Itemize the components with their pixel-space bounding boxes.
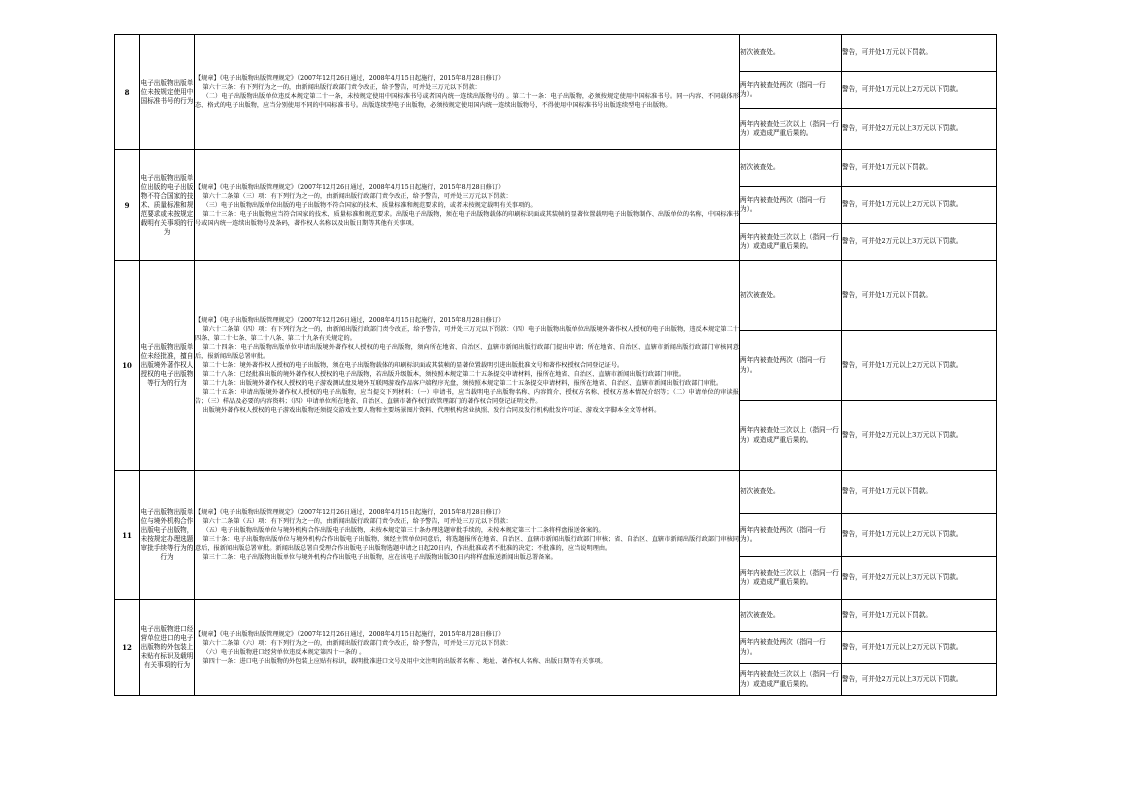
penalty-standard-table	[114, 34, 997, 696]
basis-paragraph: 出版境外著作权人授权的电子游戏出版物还须提交游戏主要人物和主要场景图片资料、代理机构营业执照、发行合同及发行机构批发许可证、游戏文字脚本全文等材料。	[202, 407, 661, 414]
basis-paragraph: 第二十四条：电子出版物出版单位申请出版境外著作权人授权的电子出版物，须向所在地省、自治区、直辖市新闻出版行政部门提出申请；所在地省、自治区、直辖市新闻出版行政部门审核同意后，报新闻出版总署审批。	[195, 344, 739, 360]
circumstance-cell: 两年内被查处三次以上（指同一行为）或造成严重后果的。	[740, 557, 842, 600]
penalty-cell: 警告，可并处1万元以上2万元以下罚款。	[842, 72, 997, 109]
basis-paragraph: 第二十三条：电子出版物应当符合国家的技术、质量标准和规范要求。出版电子出版物，须在电子出版物载体的印刷标识面或其装帧的显著位置载明电子出版物制作、出版单位的名称，中国标准书号或国内统一连续出版物号及条码，著作权人名称以及出版日期等其他有关事项。	[195, 210, 739, 227]
basis-paragraph: 第二十九条：出版境外著作权人授权的电子游戏测试盘及境外互联网游戏作品客户端程序光盘，须按照本规定第二十五条提交申请材料，报所在地省、自治区、直辖市新闻出版行政部门审批。	[202, 380, 723, 387]
row-number: 9	[115, 150, 140, 261]
circumstance-cell: 两年内被查处两次（指同一行为）。	[740, 514, 842, 557]
table-row	[115, 150, 997, 187]
circumstance-cell: 两年内被查处三次以上（指同一行为）或造成严重后果的。	[740, 664, 842, 696]
row-number: 11	[115, 471, 140, 600]
basis-paragraph: （五）电子出版物出版单位与境外机构合作出版电子出版物，未按本规定第三十条办理选题审批手续的，未按本规定第三十二条将样盘报送备案的。	[202, 527, 605, 534]
violation-behavior: 电子出版物出版单位与境外机构合作出版电子出版物，未按规定办理选题审批手续等行为的行为	[140, 471, 195, 600]
basis-paragraph: 【规章】《电子出版物出版管理规定》（2007年12月26日通过，2008年4月15日起施行，2015年8月28日修订）	[195, 183, 505, 191]
violation-behavior: 电子出版物出版单位未经批准，擅自出版境外著作权人授权的电子出版物等行为的行为	[140, 261, 195, 471]
basis-paragraph: 【规章】《电子出版物出版管理规定》（2007年12月26日通过，2008年4月15日起施行，2015年8月28日修订）	[195, 317, 505, 324]
table-row	[115, 35, 997, 72]
basis-paragraph: 第三十二条：电子出版物出版单位与境外机构合作出版电子出版物，应在该电子出版物出版30日内将样盘报送新闻出版总署备案。	[202, 554, 557, 561]
circumstance-cell: 初次被查处。	[740, 600, 842, 632]
penalty-cell: 警告，可并处2万元以上3万元以下罚款。	[842, 109, 997, 150]
basis-paragraph: 第四十一条：进口电子出版物的外包装上应贴有标识，载明批准进口文号及用中文注明的出版者名称 、地址、著作权人名称、出版日期等有关事项。	[202, 657, 607, 665]
basis-paragraph: 【规章】《电子出版物出版管理规定》（2007年12月26日通过，2008年4月15日起施行，2015年8月28日修订）	[195, 630, 505, 638]
penalty-cell: 警告，可并处1万元以上2万元以下罚款。	[842, 331, 997, 401]
circumstance-cell: 初次被查处。	[740, 471, 842, 514]
legal-basis	[195, 261, 740, 471]
table-row	[115, 471, 997, 514]
basis-paragraph: 第六十三条：有下列行为之一的，由新闻出版行政部门责令改正，给予警告，可并处三万元以下罚款：	[202, 84, 481, 91]
penalty-cell: 警告，可并处1万元以上2万元以下罚款。	[842, 187, 997, 224]
basis-paragraph: （二）电子出版物出版单位违反本规定第二十一条，未按规定使用中国标准书号或者国内统一连续出版物号的 。第二十一条：电子出版物，必须按规定使用中国标准书号。同一内容、不同载体形态、格式的电子出版物，应当分别使用不同的中国标准书号。出版连续型电子出版物，必须按规定使用国内统一连续出版物号，不得使用中国标准书号出版连续型电子出版物。	[195, 93, 739, 109]
circumstance-cell: 初次被查处。	[740, 261, 842, 331]
penalty-cell: 警告，可并处1万元以下罚款。	[842, 471, 997, 514]
penalty-cell: 警告，可并处2万元以上3万元以下罚款。	[842, 557, 997, 600]
basis-paragraph: 第二十五条：申请出版境外著作权人授权的电子出版物，应当提交下列材料：（一）申请书，应当载明电子出版物名称、内容简介、授权方名称、授权方基本情况介绍等；（二）申请单位的审读报告；（三）样品及必要的内容资料；（四）申请单位所在地省、自治区、直辖市著作权行政管理部门的著作权合同登记证明文件。	[195, 389, 739, 405]
basis-paragraph: 第六十二条第（五）项：有下列行为之一的，由新闻出版行政部门责令改正，给予警告，可并处三万元以下罚款：	[202, 518, 512, 525]
basis-paragraph: 【规章】《电子出版物出版管理规定》（2007年12月26日通过，2008年4月15日起施行，2015年8月28日修订）	[195, 75, 505, 82]
penalty-cell: 警告，可并处1万元以下罚款。	[842, 150, 997, 187]
row-number: 10	[115, 261, 140, 471]
penalty-cell: 警告，可并处2万元以上3万元以下罚款。	[842, 664, 997, 696]
penalty-cell: 警告，可并处1万元以下罚款。	[842, 600, 997, 632]
basis-paragraph: （三）电子出版物出版单位出版的电子出版物不符合国家的技术、质量标准和规范要求的，或者未按规定载明有关事项的。	[202, 201, 537, 209]
basis-paragraph: 第六十二条第（三）项：有下列行为之一的，由新闻出版行政部门责令改正，给予警告，可并处三万元以下罚款：	[202, 192, 512, 200]
penalty-cell: 警告，可并处1万元以上2万元以下罚款。	[842, 514, 997, 557]
row-number: 12	[115, 600, 140, 696]
penalty-cell: 警告，可并处1万元以上2万元以下罚款。	[842, 632, 997, 664]
table-row	[115, 600, 997, 632]
basis-paragraph: 第二十七条：境外著作权人授权的电子出版物，须在电子出版物载体的印刷标识面或其装帧的显著位置载明引进出版批准文号和著作权授权合同登记证号。	[202, 362, 624, 369]
penalty-cell: 警告，可并处1万元以下罚款。	[842, 261, 997, 331]
basis-paragraph: 第二十八条：已经批准出版的境外著作权人授权的电子出版物，若出版升级版本，须按照本规定第二十五条提交申请材料，报所在地省、自治区、直辖市新闻出版行政部门审批。	[202, 371, 686, 378]
circumstance-cell: 两年内被查处两次（指同一行为）。	[740, 187, 842, 224]
basis-paragraph: 第六十二条第（六）项：有下列行为之一的，由新闻出版行政部门责令改正，给予警告，可并处三万元以下罚款：	[202, 639, 512, 647]
circumstance-cell: 两年内被查处两次（指同一行为）。	[740, 632, 842, 664]
circumstance-cell: 两年内被查处两次（指同一行为）。	[740, 72, 842, 109]
violation-behavior: 电子出版物出版单位出版的电子出版物不符合国家的技术、质量标准和规范要求或未按规定载明有关事项的行为	[140, 150, 195, 261]
basis-paragraph: （六）电子出版物进口经营单位违反本规定第四十一条的 。	[202, 648, 366, 656]
penalty-cell: 警告，可并处1万元以下罚款。	[842, 35, 997, 72]
violation-behavior: 电子出版物出版单位未按规定使用中国标准书号的行为	[140, 35, 195, 150]
legal-basis	[195, 35, 740, 150]
circumstance-cell: 两年内被查处三次以上（指同一行为）或造成严重后果的。	[740, 401, 842, 471]
circumstance-cell: 初次被查处。	[740, 150, 842, 187]
basis-paragraph: 第三十条：电子出版物出版单位与境外机构合作出版电子出版物，须经主管单位同意后，将选题报所在地省、自治区、直辖市新闻出版行政部门审核；省、自治区、直辖市新闻出版行政部门审核同意后，报新闻出版总署审批。新闻出版总署自受理合作出版电子出版物选题申请之日起20日内，作出批准或者不批准的决定；不批准的，应当说明理由。	[195, 536, 739, 552]
circumstance-cell: 两年内被查处三次以上（指同一行为）或造成严重后果的。	[740, 224, 842, 261]
legal-basis	[195, 471, 740, 600]
table-row	[115, 261, 997, 331]
circumstance-cell: 两年内被查处两次（指同一行为）。	[740, 331, 842, 401]
legal-basis	[195, 150, 740, 261]
legal-basis	[195, 600, 740, 696]
penalty-cell: 警告，可并处2万元以上3万元以下罚款。	[842, 224, 997, 261]
row-number: 8	[115, 35, 140, 150]
circumstance-cell: 两年内被查处三次以上（指同一行为）或造成严重后果的。	[740, 109, 842, 150]
penalty-cell: 警告，可并处2万元以上3万元以下罚款。	[842, 401, 997, 471]
violation-behavior: 电子出版物进口经营单位进口的电子出版物的外包装上未贴有标识及载明有关事项的行为	[140, 600, 195, 696]
circumstance-cell: 初次被查处。	[740, 35, 842, 72]
basis-paragraph: 第六十二条第（四）项：有下列行为之一的，由新闻出版行政部门责令改正，给予警告，可并处三万元以下罚款：（四）电子出版物出版单位出版境外著作权人授权的电子出版物，违反本规定第二十四条、第二十七条、第二十八条、第二十九条有关规定的。	[195, 326, 739, 342]
basis-paragraph: 【规章】《电子出版物出版管理规定》（2007年12月26日通过，2008年4月15日起施行，2015年8月28日修订）	[195, 509, 505, 516]
